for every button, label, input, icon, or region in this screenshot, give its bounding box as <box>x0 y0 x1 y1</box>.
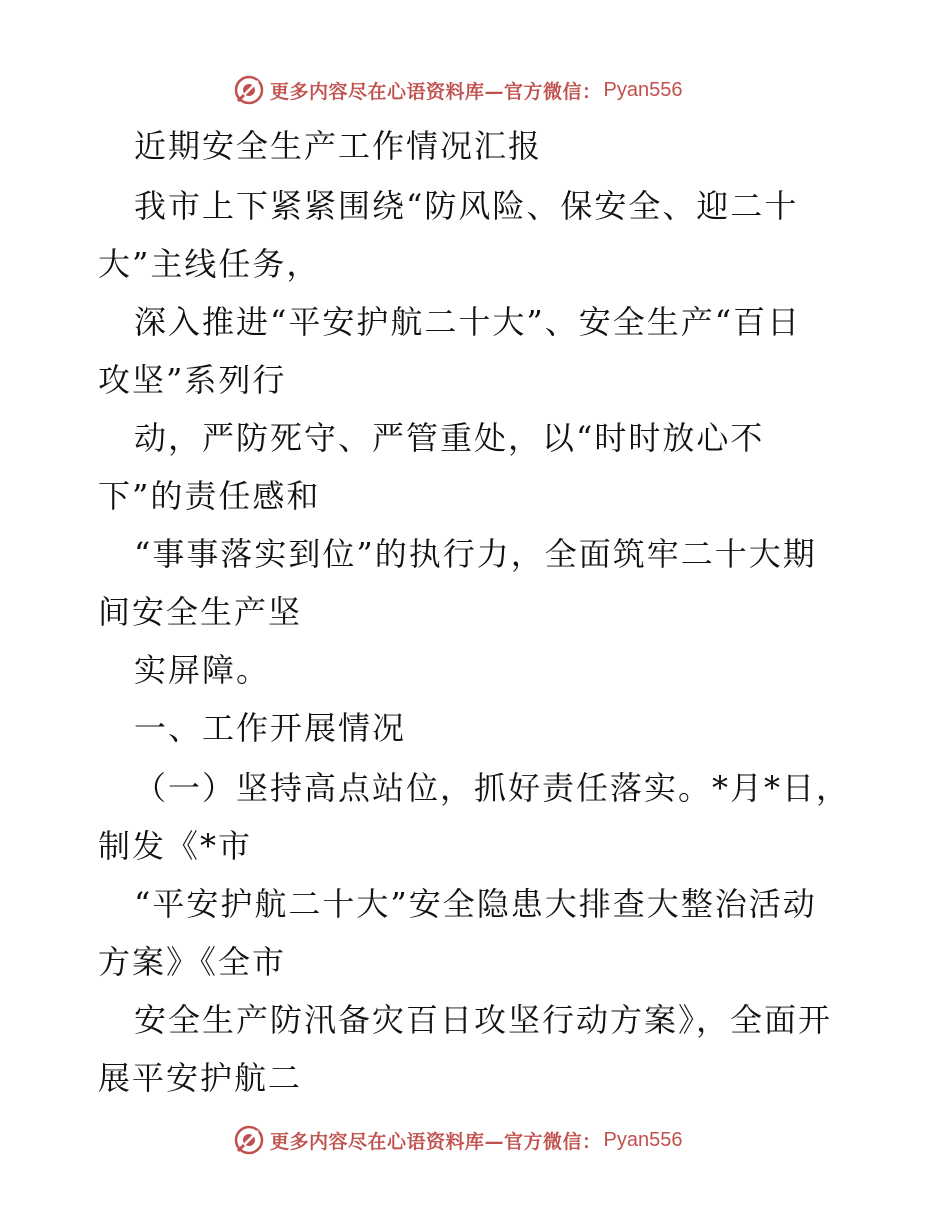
body-line: 展平安护航二 <box>98 1059 303 1097</box>
body-line: “平安护航二十大”安全隐患大排查大整治活动 <box>134 885 817 923</box>
body-line: 间安全生产坚 <box>98 593 303 631</box>
body-line: 方案》《全市 <box>98 943 287 981</box>
brand-logo-icon <box>234 75 264 105</box>
body-line: 大”主线任务， <box>98 245 321 283</box>
header-watermark <box>234 72 682 108</box>
body-line: 实屏障。 <box>134 651 271 689</box>
body-line: 制发《*市 <box>98 827 253 865</box>
watermark-wechat-id: Pyan556 <box>603 78 683 101</box>
body-line: 深入推进“平安护航二十大”、安全生产“百日 <box>134 303 802 341</box>
watermark-text: 更多内容尽在心语资料库—官方微信： <box>270 80 602 103</box>
body-line: （一）坚持高点站位，抓好责任落实。*月*日， <box>134 769 851 807</box>
footer-watermark <box>234 1122 682 1158</box>
watermark-wechat-id: Pyan556 <box>603 1128 683 1151</box>
body-line: 我市上下紧紧围绕“防风险、保安全、迎二十 <box>134 187 799 225</box>
body-line: 攻坚”系列行 <box>98 361 287 399</box>
section-heading: 一、工作开展情况 <box>134 709 407 747</box>
body-line: 动，严防死守、严管重处，以“时时放心不 <box>134 419 765 457</box>
watermark-text: 更多内容尽在心语资料库—官方微信： <box>270 1130 602 1153</box>
body-line: 下”的责任感和 <box>98 477 321 515</box>
document-title: 近期安全生产工作情况汇报 <box>134 127 543 165</box>
brand-logo-icon <box>234 1125 264 1155</box>
body-line: 安全生产防汛备灾百日攻坚行动方案》，全面开 <box>134 1001 833 1039</box>
body-line: “事事落实到位”的执行力，全面筑牢二十大期 <box>134 535 817 573</box>
